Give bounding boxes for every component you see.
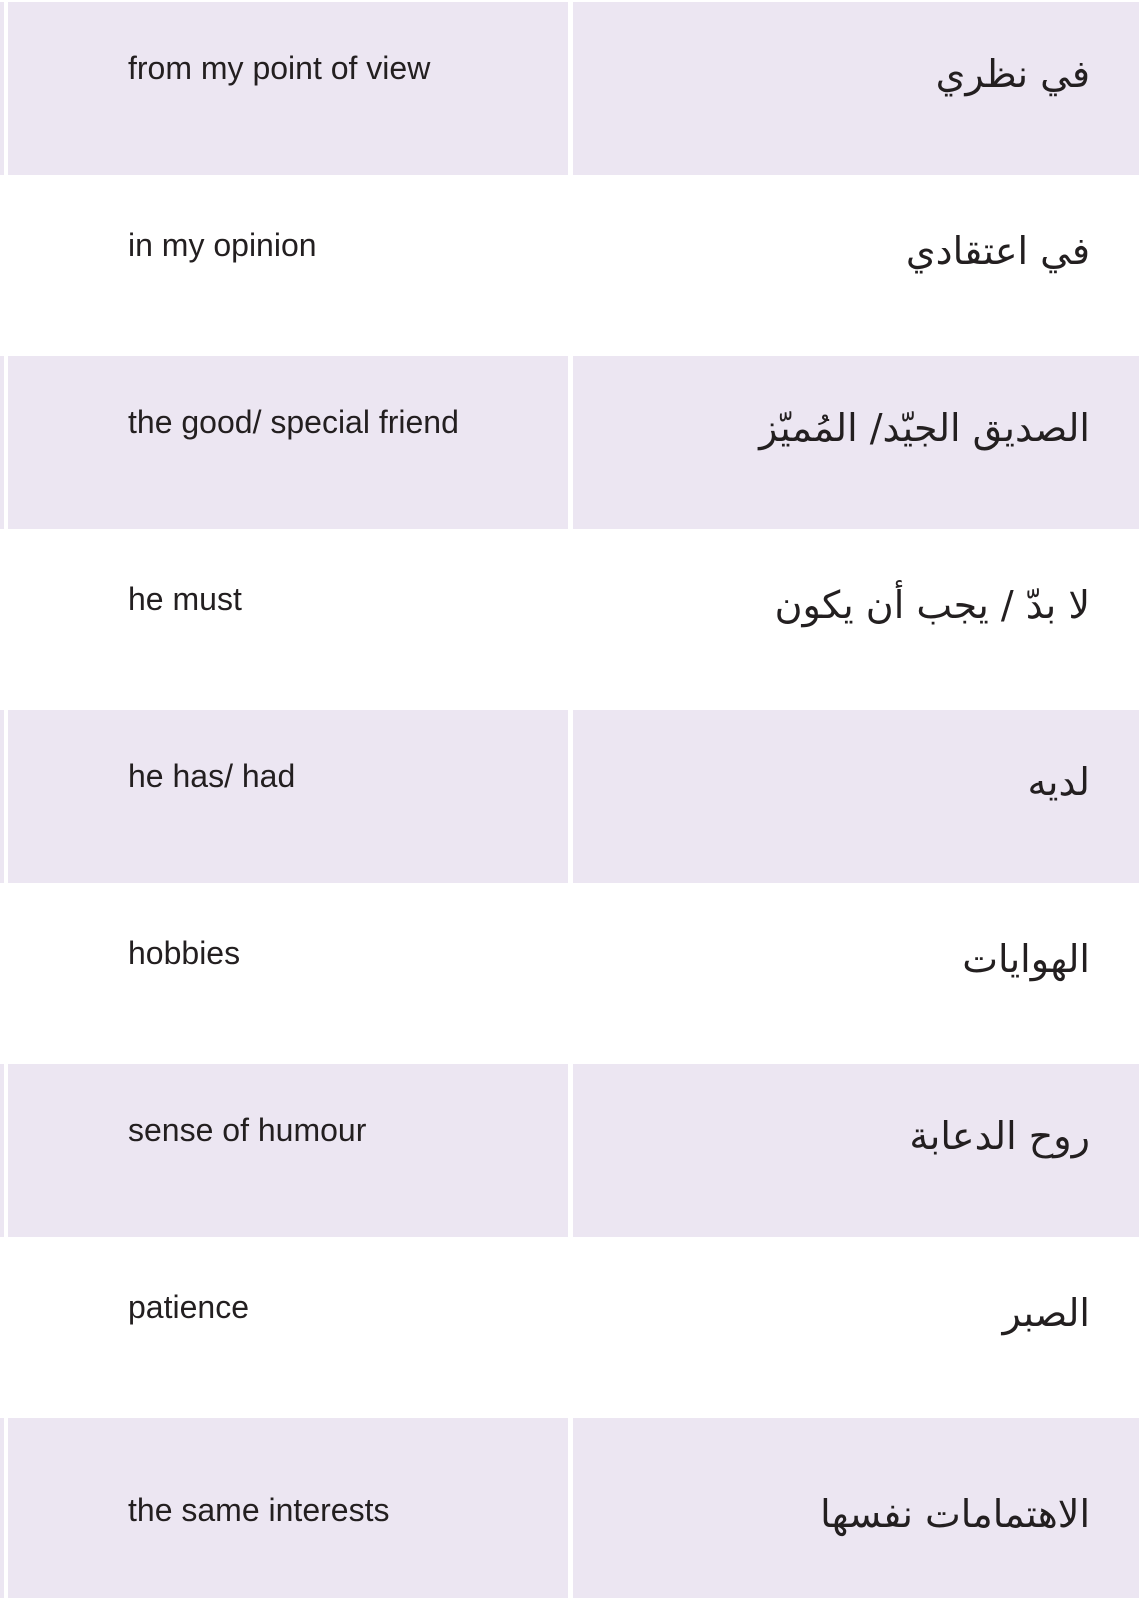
english-phrase: from my point of view: [128, 50, 431, 86]
vocab-row: [0, 1062, 1139, 1239]
arabic-phrase: في نظري: [935, 52, 1090, 96]
english-phrase: hobbies: [128, 935, 241, 971]
english-phrase: he must: [128, 581, 242, 617]
english-cell: [8, 2, 568, 175]
english-phrase: sense of humour: [128, 1112, 367, 1148]
vocab-row: [0, 885, 1139, 1062]
english-cell: [8, 887, 568, 1060]
arabic-phrase: الصبر: [1002, 1291, 1090, 1335]
arabic-phrase: لا بدّ / يجب أن يكون: [774, 583, 1090, 627]
english-cell: [8, 710, 568, 883]
arabic-phrase: في اعتقادي: [905, 229, 1090, 273]
arabic-phrase: الصديق الجيّد/ المُميّز: [759, 406, 1090, 450]
vocab-row: [0, 177, 1139, 354]
english-cell: [8, 533, 568, 706]
english-phrase: the good/ special friend: [128, 404, 459, 440]
vocab-row: [0, 1239, 1139, 1416]
english-cell: [8, 356, 568, 529]
vocab-row: [0, 1416, 1139, 1600]
english-phrase: the same interests: [128, 1492, 390, 1528]
arabic-cell: [573, 533, 1139, 706]
row-edge: [0, 1064, 4, 1237]
row-edge: [0, 2, 4, 175]
english-phrase: patience: [128, 1289, 249, 1325]
vocab-row: [0, 708, 1139, 885]
arabic-cell: [573, 356, 1139, 529]
row-edge: [0, 1418, 4, 1598]
arabic-cell: [573, 1064, 1139, 1237]
english-cell: [8, 1418, 568, 1598]
arabic-cell: [573, 1241, 1139, 1414]
vocab-row: [0, 531, 1139, 708]
arabic-cell: [573, 1418, 1139, 1598]
english-cell: [8, 1241, 568, 1414]
vocab-row: [0, 354, 1139, 531]
arabic-cell: [573, 710, 1139, 883]
row-edge: [0, 356, 4, 529]
vocab-row: [0, 0, 1139, 177]
english-cell: [8, 1064, 568, 1237]
arabic-phrase: الاهتمامات نفسها: [820, 1492, 1090, 1536]
row-edge: [0, 710, 4, 883]
arabic-cell: [573, 887, 1139, 1060]
arabic-cell: [573, 2, 1139, 175]
english-cell: [8, 179, 568, 352]
english-phrase: in my opinion: [128, 227, 317, 263]
arabic-cell: [573, 179, 1139, 352]
english-phrase: he has/ had: [128, 758, 296, 794]
arabic-phrase: روح الدعابة: [909, 1114, 1090, 1158]
arabic-phrase: لديه: [1027, 760, 1090, 804]
arabic-phrase: الهوايات: [962, 937, 1090, 981]
